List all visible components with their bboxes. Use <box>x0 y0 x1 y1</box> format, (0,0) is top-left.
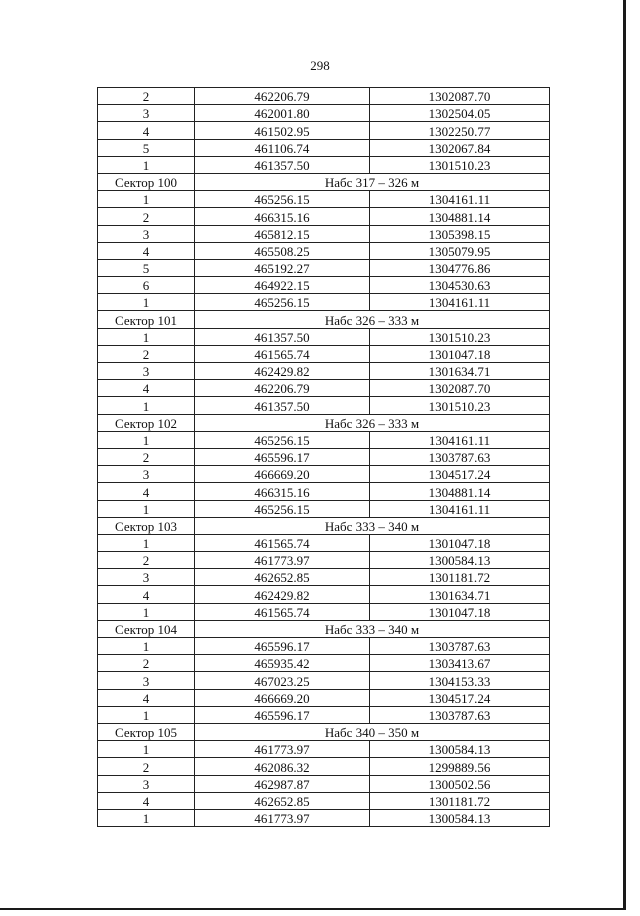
sector-name: Сектор 100 <box>98 173 195 190</box>
table-row <box>98 139 550 156</box>
point-number-cell: 5 <box>98 259 195 276</box>
point-number-cell: 1 <box>98 706 195 723</box>
point-number-cell: 4 <box>98 380 195 397</box>
point-number-cell: 4 <box>98 792 195 809</box>
table-row <box>98 638 550 655</box>
y-coordinate-cell: 1304153.33 <box>370 672 550 689</box>
point-number-cell: 1 <box>98 328 195 345</box>
point-number-cell: 2 <box>98 655 195 672</box>
point-number-cell: 1 <box>98 638 195 655</box>
table-row <box>98 345 550 362</box>
table-row <box>98 758 550 775</box>
table-row <box>98 809 550 826</box>
x-coordinate-cell: 462429.82 <box>195 586 370 603</box>
coordinates-table-body <box>98 88 550 827</box>
table-row <box>98 225 550 242</box>
table-row <box>98 741 550 758</box>
y-coordinate-cell: 1300584.13 <box>370 809 550 826</box>
y-coordinate-cell: 1302087.70 <box>370 380 550 397</box>
point-number-cell: 3 <box>98 569 195 586</box>
x-coordinate-cell: 466315.16 <box>195 208 370 225</box>
point-number-cell: 1 <box>98 431 195 448</box>
sector-name: Сектор 103 <box>98 517 195 534</box>
x-coordinate-cell: 464922.15 <box>195 277 370 294</box>
y-coordinate-cell: 1304776.86 <box>370 259 550 276</box>
y-coordinate-cell: 1301634.71 <box>370 586 550 603</box>
point-number-cell: 1 <box>98 809 195 826</box>
point-number-cell: 1 <box>98 603 195 620</box>
y-coordinate-cell: 1301047.18 <box>370 603 550 620</box>
x-coordinate-cell: 465812.15 <box>195 225 370 242</box>
table-row <box>98 208 550 225</box>
table-row <box>98 672 550 689</box>
point-number-cell: 2 <box>98 552 195 569</box>
y-coordinate-cell: 1300584.13 <box>370 552 550 569</box>
table-row <box>98 156 550 173</box>
point-number-cell: 2 <box>98 758 195 775</box>
table-row <box>98 328 550 345</box>
x-coordinate-cell: 461357.50 <box>195 156 370 173</box>
table-row <box>98 242 550 259</box>
y-coordinate-cell: 1303787.63 <box>370 706 550 723</box>
sector-header-row <box>98 173 550 190</box>
y-coordinate-cell: 1303413.67 <box>370 655 550 672</box>
table-row <box>98 448 550 465</box>
y-coordinate-cell: 1304161.11 <box>370 431 550 448</box>
y-coordinate-cell: 1303787.63 <box>370 448 550 465</box>
x-coordinate-cell: 465256.15 <box>195 294 370 311</box>
point-number-cell: 5 <box>98 139 195 156</box>
table-row <box>98 294 550 311</box>
point-number-cell: 3 <box>98 363 195 380</box>
y-coordinate-cell: 1299889.56 <box>370 758 550 775</box>
point-number-cell: 4 <box>98 483 195 500</box>
x-coordinate-cell: 465256.15 <box>195 431 370 448</box>
x-coordinate-cell: 465596.17 <box>195 448 370 465</box>
coordinates-table <box>97 87 550 827</box>
y-coordinate-cell: 1304161.11 <box>370 191 550 208</box>
y-coordinate-cell: 1301047.18 <box>370 534 550 551</box>
sector-header-row <box>98 723 550 740</box>
sector-header-row <box>98 620 550 637</box>
x-coordinate-cell: 462652.85 <box>195 792 370 809</box>
table-row <box>98 569 550 586</box>
table-row <box>98 689 550 706</box>
point-number-cell: 2 <box>98 345 195 362</box>
x-coordinate-cell: 466315.16 <box>195 483 370 500</box>
point-number-cell: 1 <box>98 741 195 758</box>
table-row <box>98 706 550 723</box>
y-coordinate-cell: 1304881.14 <box>370 208 550 225</box>
x-coordinate-cell: 467023.25 <box>195 672 370 689</box>
sector-elevation-range: Набс 333 – 340 м <box>195 620 550 637</box>
point-number-cell: 3 <box>98 775 195 792</box>
table-row <box>98 105 550 122</box>
y-coordinate-cell: 1301510.23 <box>370 328 550 345</box>
table-row <box>98 431 550 448</box>
x-coordinate-cell: 461502.95 <box>195 122 370 139</box>
point-number-cell: 2 <box>98 208 195 225</box>
x-coordinate-cell: 462987.87 <box>195 775 370 792</box>
sector-elevation-range: Набс 317 – 326 м <box>195 173 550 190</box>
x-coordinate-cell: 466669.20 <box>195 689 370 706</box>
table-row <box>98 191 550 208</box>
y-coordinate-cell: 1304161.11 <box>370 294 550 311</box>
y-coordinate-cell: 1305079.95 <box>370 242 550 259</box>
table-row <box>98 552 550 569</box>
point-number-cell: 2 <box>98 88 195 105</box>
x-coordinate-cell: 465256.15 <box>195 191 370 208</box>
sector-elevation-range: Набс 326 – 333 м <box>195 311 550 328</box>
table-row <box>98 277 550 294</box>
sector-name: Сектор 102 <box>98 414 195 431</box>
table-row <box>98 259 550 276</box>
x-coordinate-cell: 466669.20 <box>195 466 370 483</box>
x-coordinate-cell: 461565.74 <box>195 603 370 620</box>
sector-name: Сектор 105 <box>98 723 195 740</box>
x-coordinate-cell: 465192.27 <box>195 259 370 276</box>
y-coordinate-cell: 1300502.56 <box>370 775 550 792</box>
point-number-cell: 3 <box>98 466 195 483</box>
table-row <box>98 500 550 517</box>
table-row <box>98 397 550 414</box>
y-coordinate-cell: 1301510.23 <box>370 397 550 414</box>
sector-header-row <box>98 414 550 431</box>
x-coordinate-cell: 461773.97 <box>195 741 370 758</box>
sector-header-row <box>98 311 550 328</box>
sector-header-row <box>98 517 550 534</box>
sector-elevation-range: Набс 340 – 350 м <box>195 723 550 740</box>
x-coordinate-cell: 462652.85 <box>195 569 370 586</box>
table-row <box>98 603 550 620</box>
y-coordinate-cell: 1304161.11 <box>370 500 550 517</box>
x-coordinate-cell: 461106.74 <box>195 139 370 156</box>
point-number-cell: 1 <box>98 500 195 517</box>
x-coordinate-cell: 465508.25 <box>195 242 370 259</box>
x-coordinate-cell: 465935.42 <box>195 655 370 672</box>
point-number-cell: 4 <box>98 586 195 603</box>
x-coordinate-cell: 462206.79 <box>195 88 370 105</box>
table-row <box>98 655 550 672</box>
x-coordinate-cell: 461565.74 <box>195 534 370 551</box>
x-coordinate-cell: 461565.74 <box>195 345 370 362</box>
y-coordinate-cell: 1301634.71 <box>370 363 550 380</box>
point-number-cell: 4 <box>98 689 195 706</box>
table-row <box>98 466 550 483</box>
y-coordinate-cell: 1304517.24 <box>370 466 550 483</box>
y-coordinate-cell: 1305398.15 <box>370 225 550 242</box>
table-row <box>98 363 550 380</box>
point-number-cell: 1 <box>98 191 195 208</box>
y-coordinate-cell: 1302504.05 <box>370 105 550 122</box>
point-number-cell: 1 <box>98 294 195 311</box>
table-row <box>98 122 550 139</box>
table-row <box>98 792 550 809</box>
x-coordinate-cell: 461357.50 <box>195 328 370 345</box>
point-number-cell: 3 <box>98 672 195 689</box>
table-row <box>98 586 550 603</box>
point-number-cell: 3 <box>98 105 195 122</box>
x-coordinate-cell: 462086.32 <box>195 758 370 775</box>
y-coordinate-cell: 1304530.63 <box>370 277 550 294</box>
y-coordinate-cell: 1302067.84 <box>370 139 550 156</box>
y-coordinate-cell: 1302250.77 <box>370 122 550 139</box>
point-number-cell: 4 <box>98 122 195 139</box>
sector-name: Сектор 104 <box>98 620 195 637</box>
y-coordinate-cell: 1302087.70 <box>370 88 550 105</box>
x-coordinate-cell: 461773.97 <box>195 552 370 569</box>
point-number-cell: 3 <box>98 225 195 242</box>
x-coordinate-cell: 461357.50 <box>195 397 370 414</box>
x-coordinate-cell: 465596.17 <box>195 706 370 723</box>
sector-elevation-range: Набс 326 – 333 м <box>195 414 550 431</box>
point-number-cell: 4 <box>98 242 195 259</box>
x-coordinate-cell: 465596.17 <box>195 638 370 655</box>
x-coordinate-cell: 462429.82 <box>195 363 370 380</box>
sector-elevation-range: Набс 333 – 340 м <box>195 517 550 534</box>
point-number-cell: 2 <box>98 448 195 465</box>
table-row <box>98 483 550 500</box>
y-coordinate-cell: 1304881.14 <box>370 483 550 500</box>
sector-name: Сектор 101 <box>98 311 195 328</box>
x-coordinate-cell: 462206.79 <box>195 380 370 397</box>
table-row <box>98 380 550 397</box>
point-number-cell: 6 <box>98 277 195 294</box>
x-coordinate-cell: 461773.97 <box>195 809 370 826</box>
point-number-cell: 1 <box>98 534 195 551</box>
y-coordinate-cell: 1301181.72 <box>370 792 550 809</box>
page-number: 298 <box>310 58 330 73</box>
point-number-cell: 1 <box>98 156 195 173</box>
y-coordinate-cell: 1300584.13 <box>370 741 550 758</box>
table-row <box>98 534 550 551</box>
y-coordinate-cell: 1303787.63 <box>370 638 550 655</box>
x-coordinate-cell: 462001.80 <box>195 105 370 122</box>
y-coordinate-cell: 1301510.23 <box>370 156 550 173</box>
point-number-cell: 1 <box>98 397 195 414</box>
x-coordinate-cell: 465256.15 <box>195 500 370 517</box>
y-coordinate-cell: 1301181.72 <box>370 569 550 586</box>
y-coordinate-cell: 1304517.24 <box>370 689 550 706</box>
table-row <box>98 775 550 792</box>
table-row <box>98 88 550 105</box>
y-coordinate-cell: 1301047.18 <box>370 345 550 362</box>
